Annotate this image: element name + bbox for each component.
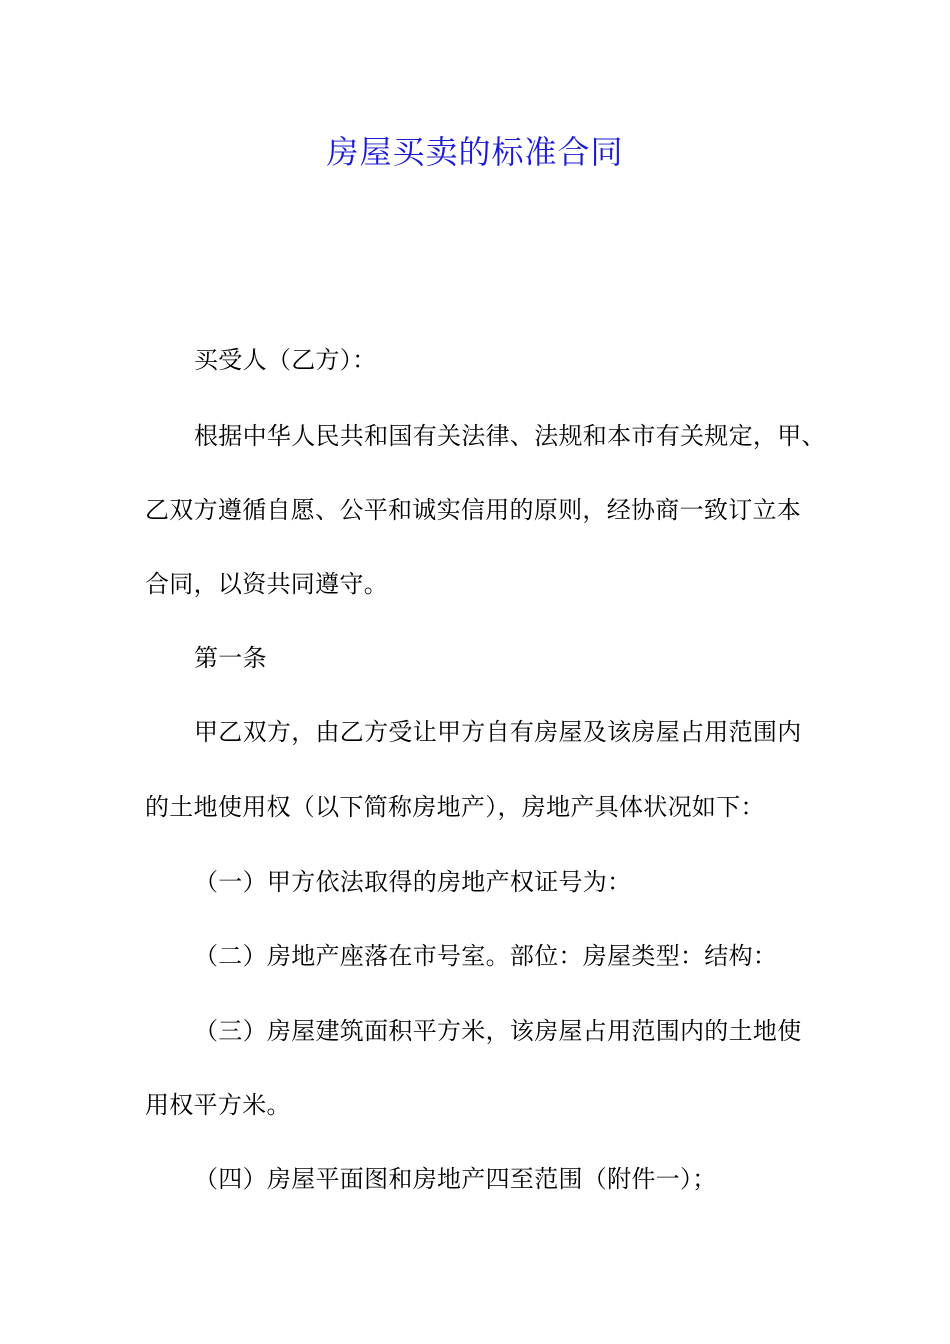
paragraph-preamble-line-2: 乙双方遵循自愿、公平和诚实信用的原则，经协商一致订立本 bbox=[145, 496, 802, 524]
paragraph-buyer-label: 买受人（乙方）： bbox=[194, 346, 377, 374]
clause-one: （一）甲方依法取得的房地产权证号为： bbox=[194, 868, 632, 896]
article-one-line-1: 甲乙双方，由乙方受让甲方自有房屋及该房屋占用范围内 bbox=[194, 718, 802, 746]
article-one-heading: 第一条 bbox=[194, 644, 267, 672]
paragraph-preamble-line-1: 根据中华人民共和国有关法律、法规和本市有关规定，甲、 bbox=[194, 422, 826, 450]
paragraph-preamble-line-3: 合同，以资共同遵守。 bbox=[145, 570, 388, 598]
article-one-line-2: 的土地使用权（以下简称房地产），房地产具体状况如下： bbox=[145, 793, 765, 821]
clause-two: （二）房地产座落在市号室。部位：房屋类型：结构： bbox=[194, 942, 778, 970]
clause-three-line-2: 用权平方米。 bbox=[145, 1091, 291, 1119]
clause-three-line-1: （三）房屋建筑面积平方米，该房屋占用范围内的土地使 bbox=[194, 1017, 802, 1045]
clause-four: （四）房屋平面图和房地产四至范围（附件一）； bbox=[194, 1165, 717, 1193]
document-title: 房屋买卖的标准合同 bbox=[326, 133, 624, 171]
